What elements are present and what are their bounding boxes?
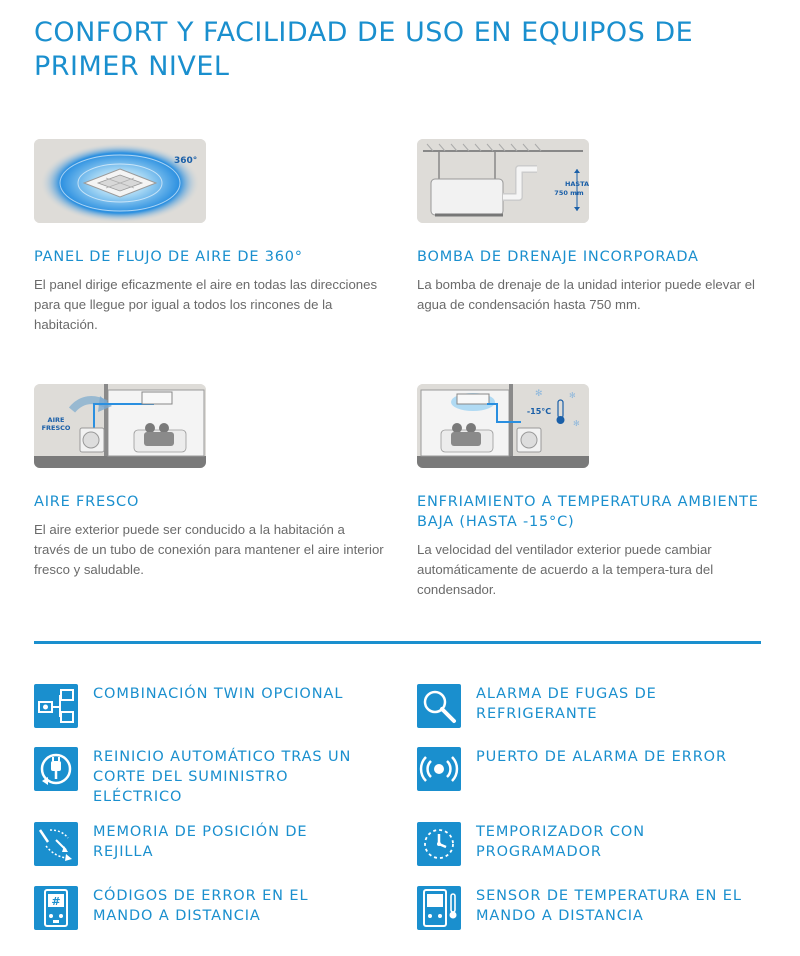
label-minus15: -15°C: [526, 407, 552, 416]
label-750mm: 750 mm: [554, 189, 584, 197]
feature-drain-pump: [417, 139, 767, 315]
mini-feature-label: PUERTO DE ALARMA DE ERROR: [476, 749, 727, 765]
mini-feature-label: REINICIO AUTOMÁTICO TRAS UN CORTE DEL SUMINISTRO ELÉCTRICO: [93, 749, 352, 805]
label-fresco: FRESCO: [41, 424, 71, 432]
magnifier-icon: [417, 684, 461, 728]
mini-feature-label: MEMORIA DE POSICIÓN DE REJILLA: [93, 824, 308, 860]
feature-title: AIRE FRESCO: [34, 494, 140, 510]
clock-timer-icon: [417, 822, 461, 866]
mini-feature-error-port: [417, 747, 747, 793]
airflow-360-illustration: [34, 139, 206, 223]
alarm-signal-icon: [417, 747, 461, 791]
mini-feature-louver-memory: [34, 822, 364, 868]
svg-text:✻: ✻: [569, 391, 576, 400]
drain-pump-illustration: [417, 139, 589, 223]
label-hasta: HASTA: [564, 180, 589, 188]
label-aire: AIRE: [47, 416, 65, 424]
feature-360-airflow: [34, 139, 384, 335]
louver-memory-icon: [34, 822, 78, 866]
low-temp-illustration: [417, 384, 589, 468]
mini-feature-label: ALARMA DE FUGAS DE REFRIGERANTE: [476, 686, 657, 722]
feature-description: La velocidad del ventilador exterior puede cambiar automáticamente de acuerdo a la tempera-tura del condensador.: [417, 542, 714, 597]
section-divider: [34, 641, 761, 644]
feature-title: PANEL DE FLUJO DE AIRE DE 360°: [34, 249, 303, 265]
feature-fresh-air: [34, 384, 384, 580]
mini-feature-remote-error-codes: [34, 886, 364, 932]
feature-title: ENFRIAMIENTO A TEMPERATURA AMBIENTE BAJA (HASTA -15°C): [417, 494, 759, 530]
page-title: CONFORT Y FACILIDAD DE USO EN EQUIPOS DE PRIMER NIVEL: [34, 17, 694, 82]
feature-title: BOMBA DE DRENAJE INCORPORADA: [417, 249, 699, 265]
mini-feature-auto-restart: [34, 747, 364, 805]
feature-description: El panel dirige eficazmente el aire en todas las direcciones para que llegue por igual a todos los rincones de la habitación.: [34, 277, 378, 332]
svg-text:✻: ✻: [535, 389, 543, 399]
mini-feature-twin: [34, 684, 364, 730]
mini-feature-leak-alarm: [417, 684, 747, 730]
mini-feature-label: CÓDIGOS DE ERROR EN EL MANDO A DISTANCIA: [93, 888, 309, 924]
mini-feature-timer: [417, 822, 747, 868]
mini-feature-label: COMBINACIÓN TWIN OPCIONAL: [93, 686, 344, 702]
mini-feature-remote-sensor: [417, 886, 747, 932]
remote-thermometer-icon: [417, 886, 461, 930]
mini-feature-label: SENSOR DE TEMPERATURA EN EL MANDO A DISTANCIA: [476, 888, 742, 924]
feature-description: El aire exterior puede ser conducido a la habitación a través de un tubo de conexión para mantener el aire interior fresco y saludable.: [34, 522, 384, 577]
feature-low-temp-cooling: [417, 384, 767, 600]
twin-combination-icon: [34, 684, 78, 728]
svg-text:#: #: [51, 895, 61, 908]
label-360: 360°: [174, 156, 198, 166]
svg-text:✻: ✻: [573, 419, 580, 428]
auto-restart-plug-icon: [34, 747, 78, 791]
feature-description: La bomba de drenaje de la unidad interior puede elevar el agua de condensación hasta 750 mm.: [417, 277, 755, 312]
fresh-air-illustration: [34, 384, 206, 468]
mini-feature-label: TEMPORIZADOR CON PROGRAMADOR: [476, 824, 645, 860]
remote-error-code-icon: [34, 886, 78, 930]
